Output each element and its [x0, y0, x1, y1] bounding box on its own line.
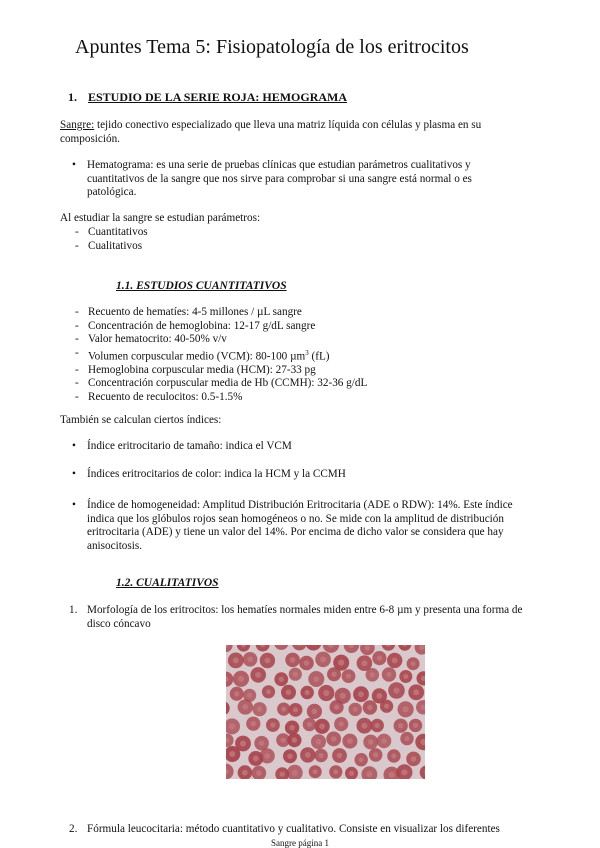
list-item: - Cualitativos — [75, 240, 148, 254]
cell-center-pallor — [413, 723, 418, 728]
list-item — [75, 347, 367, 364]
cell-center-pallor — [368, 739, 374, 745]
cell-center-pallor — [320, 656, 326, 662]
cell-center-pallor — [411, 661, 416, 666]
cell-center-pallor — [304, 660, 310, 666]
cell-center-pallor — [367, 705, 372, 710]
cell-center-pallor — [240, 741, 246, 747]
cell-center-pallor — [316, 739, 322, 745]
list-item: • Índice eritrocitario de tamaño: indica el VCM — [60, 440, 530, 454]
cell-center-pallor — [338, 660, 344, 666]
subsection-heading: 1.2. CUALITATIVOS — [116, 577, 219, 589]
cell-center-pallor — [339, 721, 344, 726]
cell-center-pallor — [392, 658, 398, 664]
cell-center-pallor — [366, 771, 372, 777]
list-item: - Hemoglobina corpuscular media (HCM): 27-33 pg — [75, 364, 367, 378]
red-blood-cell — [420, 765, 425, 779]
cell-center-pallor — [381, 738, 387, 744]
page-title: Apuntes Tema 5: Fisiopatología de los eritrocitos — [75, 36, 469, 58]
erythrocyte-micrograph — [226, 645, 425, 779]
cell-center-pallor — [305, 690, 310, 695]
item-text: Morfología de los eritrocitos: los hematíes normales miden entre 6-8 µm y presenta una forma de disco cóncavo — [87, 604, 523, 630]
indices-intro: También se calculan ciertos índices: — [60, 414, 222, 426]
cell-center-pallor — [265, 658, 271, 664]
cell-center-pallor — [313, 676, 319, 682]
cell-center-pallor — [391, 754, 396, 759]
cell-center-pallor — [331, 672, 336, 677]
cell-center-pallor — [365, 645, 371, 651]
vcm-text: Volumen corpuscular medio (VCM): 80-100 µm — [88, 350, 306, 363]
cell-center-pallor — [259, 740, 265, 746]
cell-center-pallor — [319, 723, 325, 729]
page-footer: Sangre página 1 — [271, 838, 329, 848]
cell-center-pallor — [292, 770, 298, 776]
cell-center-pallor — [386, 672, 391, 677]
cell-center-pallor — [233, 657, 239, 663]
cell-center-pallor — [377, 693, 383, 699]
cell-center-pallor — [289, 725, 294, 730]
list-item: - Valor hematocrito: 40-50% v/v — [75, 333, 367, 347]
cell-center-pallor — [251, 721, 256, 726]
quantitative-list — [75, 306, 367, 404]
section-number: 1. — [68, 90, 77, 104]
cell-center-pallor — [307, 722, 312, 727]
cell-center-pallor — [319, 753, 324, 758]
cell-center-pallor — [279, 677, 284, 682]
section-title: ESTUDIO DE LA SERIE ROJA: HEMOGRAMA — [88, 90, 348, 104]
cell-center-pallor — [353, 707, 358, 712]
list-item: - Recuento de reculocitos: 0.5-1.5% — [75, 391, 367, 405]
cell-center-pallor — [312, 709, 318, 715]
cell-center-pallor — [359, 757, 364, 762]
cell-center-pallor — [242, 704, 248, 710]
cell-center-pallor — [403, 674, 408, 679]
qualitative-item — [69, 823, 547, 837]
list-item: - Recuento de hematíes: 4-5 millones / µL sangre — [75, 306, 367, 320]
indices-list-3 — [60, 499, 530, 553]
erythrocyte-micrograph-svg — [226, 645, 425, 779]
cell-center-pallor — [346, 674, 351, 679]
red-blood-cell — [292, 645, 307, 650]
list-item: • Índices eritrocitarios de color: indica la HCM y la CCMH — [60, 468, 530, 482]
cell-center-pallor — [238, 676, 244, 682]
cell-center-pallor — [292, 737, 297, 742]
cell-center-pallor — [253, 756, 259, 762]
indices-list-1 — [60, 440, 530, 454]
subsection-heading: 1.1. ESTUDIOS CUANTITATIVOS — [116, 280, 287, 292]
hematograma-list — [60, 159, 520, 200]
item-text: Fórmula leucocitaria: método cuantitativo y cualitativo. Consiste en visualizar los diferentes — [87, 823, 500, 835]
cell-center-pallor — [247, 657, 253, 663]
cell-center-pallor — [334, 704, 339, 709]
cell-center-pallor — [264, 753, 270, 759]
cell-center-pallor — [313, 769, 318, 774]
cell-center-pallor — [255, 672, 261, 678]
cell-center-pallor — [361, 723, 367, 729]
cell-center-pallor — [256, 770, 262, 776]
red-blood-cell — [274, 645, 289, 650]
params-list — [75, 226, 148, 253]
cell-center-pallor — [293, 672, 298, 677]
list-item: • Índice de homogeneidad: Amplitud Distribución Eritrocitaria (ADE o RDW): 14%. Este índice indica que los glóbulos rojos sean homogéneos o no. Se mide con la amplitud de distribución eritrocitaria (ADE) y tiene un valor del 14%. Por encima de dicho valor se considera que hay anisocitosis. — [60, 499, 530, 553]
cell-center-pallor — [361, 660, 367, 666]
list-item: • Hematograma: es una serie de pruebas clínicas que estudian parámetros cualitativos y cuantitativos de la sangre que nos sirve para comprobar si una sangre está normal o es patológica. — [60, 159, 520, 200]
cell-center-pallor — [280, 772, 285, 777]
list-item: - Concentración de hemoglobina: 12-17 g/dL sangre — [75, 320, 367, 334]
cell-center-pallor — [358, 691, 364, 697]
section-heading — [68, 90, 347, 105]
cell-center-pallor — [375, 723, 380, 728]
item-number: 1. — [69, 604, 78, 616]
cell-center-pallor — [266, 689, 271, 694]
cell-center-pallor — [384, 704, 389, 709]
cell-center-pallor — [293, 707, 298, 712]
cell-center-pallor — [405, 736, 410, 741]
cell-center-pallor — [229, 723, 235, 729]
item-number: 2. — [69, 823, 78, 835]
indices-list-2 — [60, 468, 530, 482]
cell-center-pallor — [331, 736, 337, 742]
superscript: 3 — [305, 348, 309, 357]
cell-center-pallor — [373, 752, 378, 757]
cell-center-pallor — [281, 738, 286, 743]
cell-center-pallor — [281, 707, 286, 712]
list-item: - Concentración corpuscular media de Hb (CCMH): 32-36 g/dL — [75, 377, 367, 391]
cell-center-pallor — [287, 754, 292, 759]
cell-center-pallor — [393, 687, 399, 693]
cell-center-pallor — [389, 772, 395, 778]
cell-center-pallor — [349, 771, 354, 776]
cell-center-pallor — [403, 706, 409, 712]
qualitative-item — [69, 604, 547, 631]
cell-center-pallor — [401, 769, 407, 775]
cell-center-pallor — [270, 722, 275, 727]
cell-center-pallor — [305, 752, 311, 758]
cell-center-pallor — [229, 751, 235, 757]
cell-center-pallor — [411, 756, 417, 762]
vcm-unit: (fL) — [308, 350, 330, 363]
cell-center-pallor — [333, 769, 338, 774]
cell-center-pallor — [347, 738, 353, 744]
cell-center-pallor — [340, 693, 346, 699]
params-intro: Al estudiar la sangre se estudian parámetros: — [60, 212, 261, 224]
cell-center-pallor — [377, 655, 382, 660]
cell-center-pallor — [234, 691, 239, 696]
cell-center-pallor — [337, 753, 343, 759]
cell-center-pallor — [257, 707, 262, 712]
list-item: - Cuantitativos — [75, 226, 148, 240]
cell-center-pallor — [242, 770, 248, 776]
red-blood-cell — [226, 701, 230, 716]
cell-center-pallor — [413, 689, 419, 695]
cell-center-pallor — [247, 693, 252, 698]
cell-center-pallor — [323, 690, 329, 696]
sangre-paragraph — [60, 119, 530, 146]
cell-center-pallor — [370, 672, 375, 677]
cell-center-pallor — [286, 690, 292, 696]
red-blood-cell — [305, 645, 321, 651]
cell-center-pallor — [290, 657, 296, 663]
sangre-term: Sangre: — [60, 119, 95, 131]
cell-center-pallor — [398, 723, 403, 728]
sangre-definition: tejido conectivo especializado que lleva una matriz líquida con células y plasma en su composición. — [60, 119, 482, 145]
